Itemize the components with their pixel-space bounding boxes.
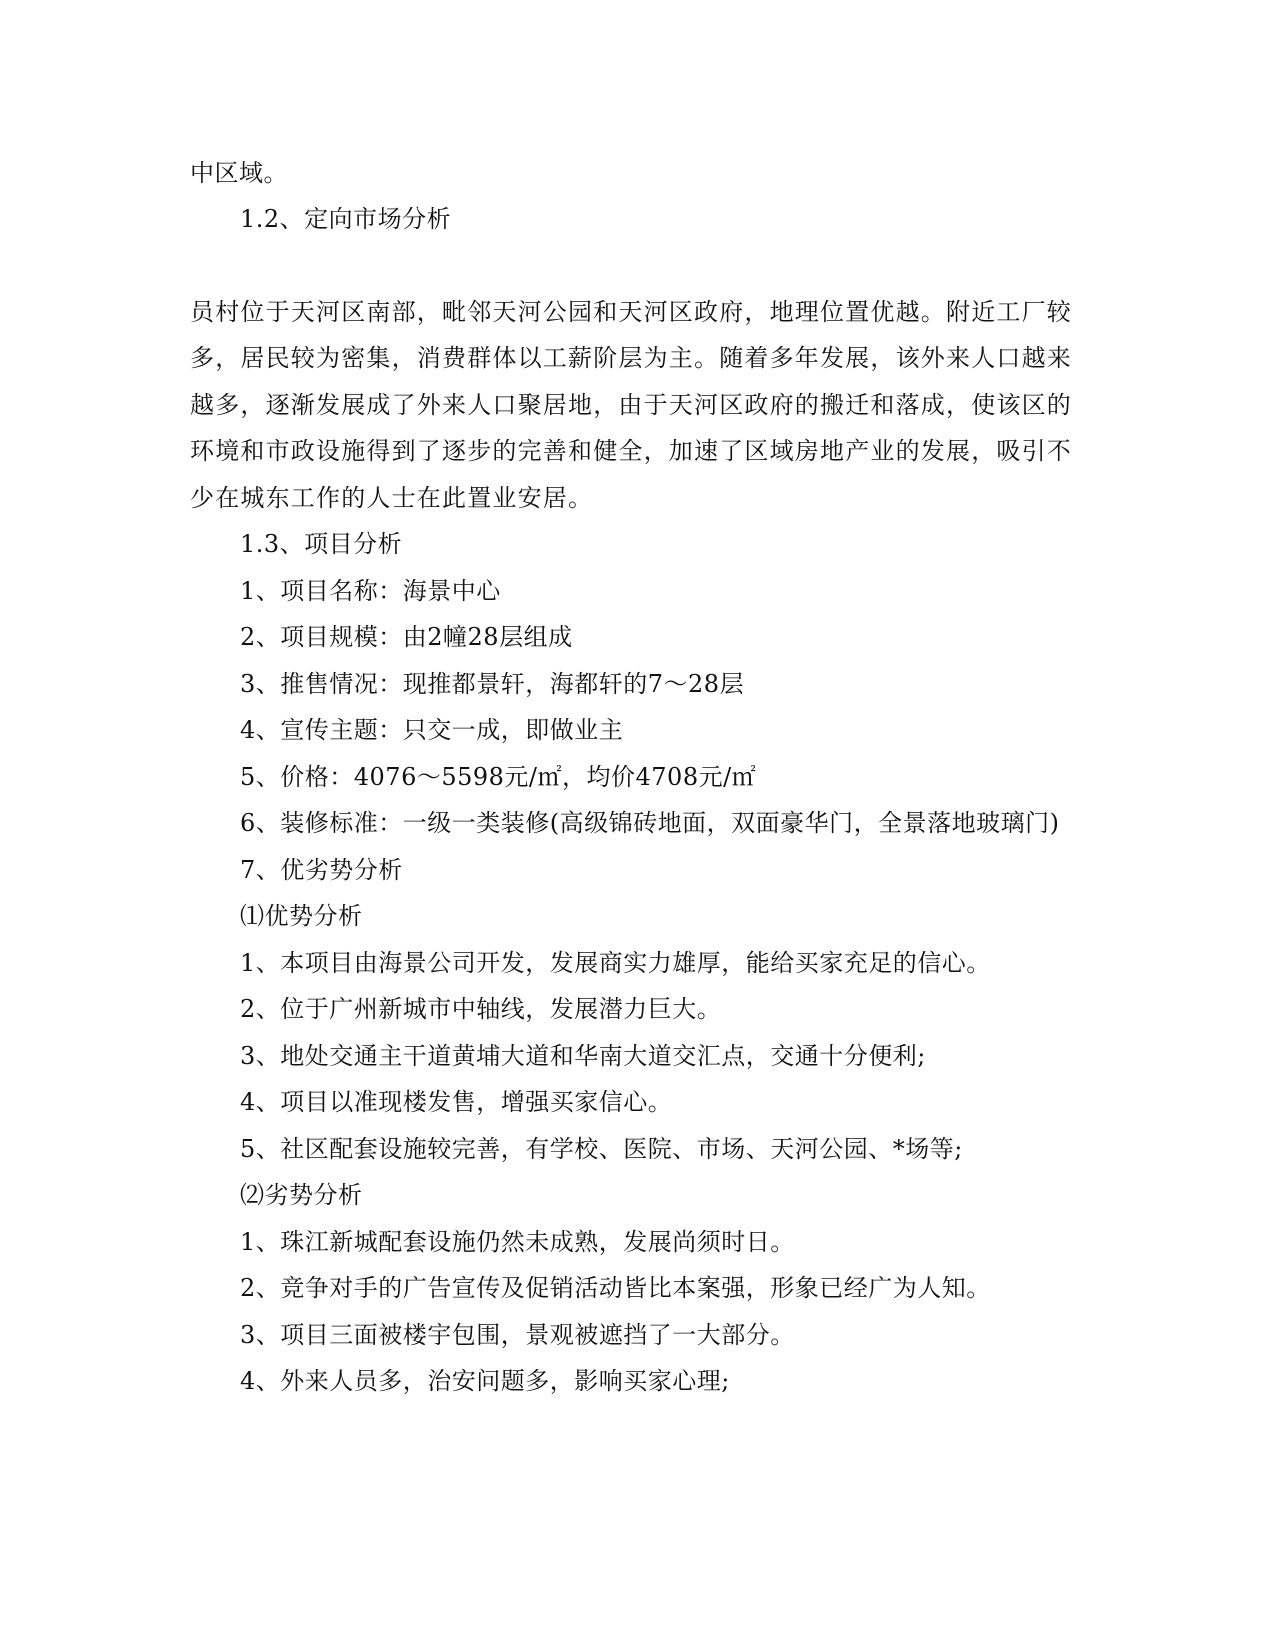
list-item-promo-theme: 4、宣传主题：只交一成，即做业主 [240, 716, 624, 744]
paragraph-line-1: 员村位于天河区南部，毗邻天河公园和天河区政府，地理位置优越。附近工厂较 [190, 298, 1072, 326]
list-item-sales-status: 3、推售情况：现推都景轩，海都轩的7～28层 [240, 670, 745, 698]
list-item-price: 5、价格：4076～5598元/㎡，均价4708元/㎡ [240, 763, 757, 791]
paragraph-line-3: 越多，逐渐发展成了外来人口聚居地，由于天河区政府的搬迁和落成，使该区的 [190, 391, 1072, 419]
list-item-project-name: 1、项目名称：海景中心 [240, 577, 501, 605]
section-heading-1-3: 1.3、项目分析 [240, 530, 403, 558]
list-item-project-scale: 2、项目规模：由2幢28层组成 [240, 623, 573, 651]
weakness-item-4: 4、外来人员多，治安问题多，影响买家心理; [240, 1367, 730, 1395]
subheading-strengths: ⑴优势分析 [240, 902, 363, 930]
strength-item-3: 3、地处交通主干道黄埔大道和华南大道交汇点，交通十分便利; [240, 1042, 926, 1070]
strength-item-1: 1、本项目由海景公司开发，发展商实力雄厚，能给买家充足的信心。 [240, 949, 991, 977]
subheading-weaknesses: ⑵劣势分析 [240, 1181, 363, 1209]
weakness-item-1: 1、珠江新城配套设施仍然未成熟，发展尚须时日。 [240, 1228, 795, 1256]
text-line-continuation: 中区域。 [190, 159, 288, 187]
paragraph-line-4: 环境和市政设施得到了逐步的完善和健全，加速了区域房地产业的发展，吸引不 [190, 437, 1072, 465]
paragraph-line-2: 多，居民较为密集，消费群体以工薪阶层为主。随着多年发展，该外来人口越来 [190, 344, 1072, 372]
strength-item-4: 4、项目以准现楼发售，增强买家信心。 [240, 1088, 673, 1116]
weakness-item-2: 2、竞争对手的广告宣传及促销活动皆比本案强，形象已经广为人知。 [240, 1274, 991, 1302]
paragraph-line-5: 少在城东工作的人士在此置业安居。 [190, 484, 594, 512]
section-heading-1-2: 1.2、定向市场分析 [240, 205, 452, 233]
list-item-swot: 7、优劣势分析 [240, 856, 403, 884]
strength-item-2: 2、位于广州新城市中轴线，发展潜力巨大。 [240, 995, 722, 1023]
strength-item-5: 5、社区配套设施较完善，有学校、医院、市场、天河公园、*场等; [240, 1135, 963, 1163]
list-item-decoration: 6、装修标准：一级一类装修(高级锦砖地面，双面豪华门，全景落地玻璃门) [240, 809, 1060, 837]
weakness-item-3: 3、项目三面被楼宇包围，景观被遮挡了一大部分。 [240, 1321, 795, 1349]
